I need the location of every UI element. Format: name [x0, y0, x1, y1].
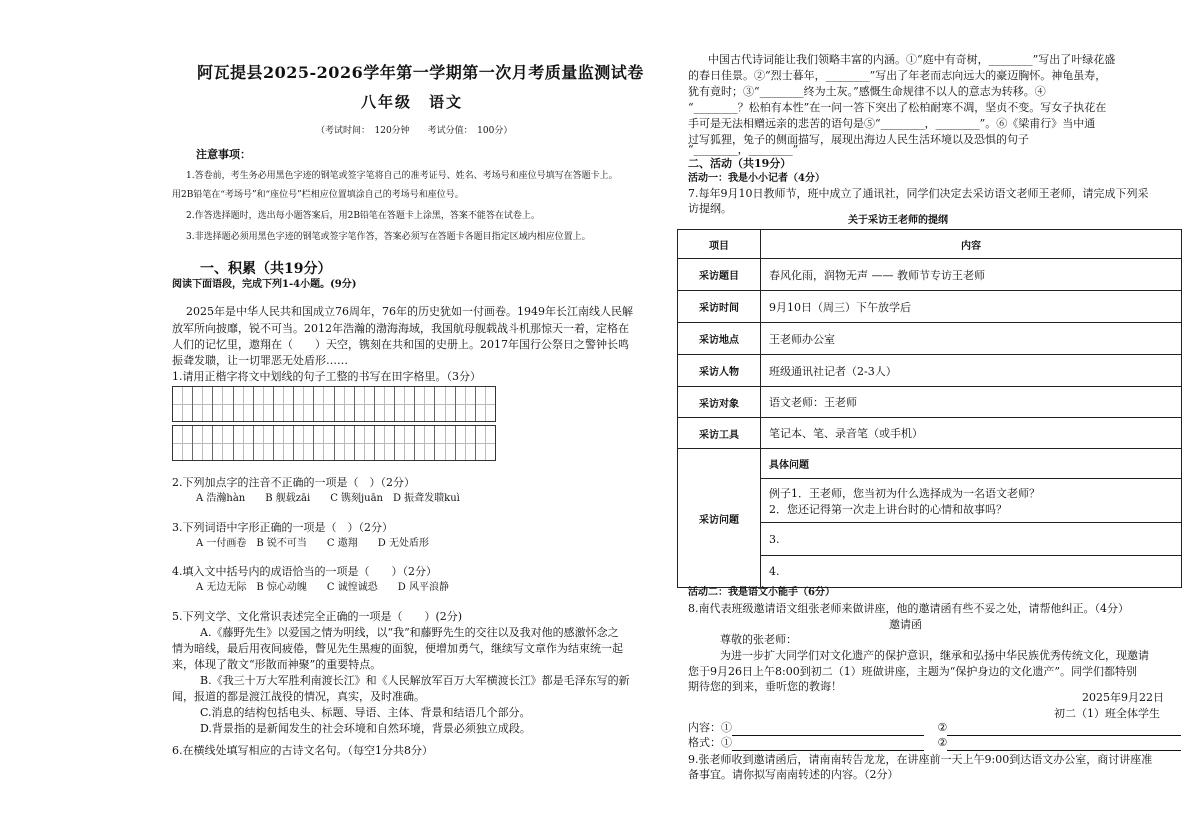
row-value-interviewer: 班级通讯社记者（2-3人）	[761, 355, 1182, 387]
question-4-options: A 无边无际 B 惊心动魄 C 诚惶诚恐 D 风平浪静	[196, 582, 449, 593]
question-7-line-1: 7.每年9月10日教师节，班中成立了通讯社，同学们决定去采访语文老师王老师，请完成下列采	[688, 187, 1149, 200]
passage-line-3: 人们的记忆里，遨翔在（ ）天空，镌刻在共和国的史册上。2017年国行公祭日之警钟长鸣	[172, 338, 629, 351]
q5-option-c: C.消息的结构包括电头、标题、导语、主体、背景和结语几个部分。	[200, 706, 531, 719]
question-blank-3[interactable]: 3.	[761, 523, 1182, 556]
writing-grid-row-2[interactable]	[172, 425, 496, 461]
section1-heading: 一、积累（共19分）	[200, 261, 332, 277]
row-value-time: 9月10日（周三）下午放学后	[761, 291, 1182, 323]
section2-heading: 二、活动（共19分）	[688, 157, 792, 170]
poem-line-4: “________？松柏有本性”在一问一答下突出了松柏耐寒不凋，坚贞不变。写女子执花在	[688, 101, 1107, 114]
poem-line-6: 过写狐狸，兔子的侧面描写，展现出海边人民生活环境以及恐惧的句子	[688, 133, 1029, 146]
row-value-tools: 笔记本、笔、录音笔（或手机）	[761, 418, 1182, 449]
section1-instruction: 阅读下面语段，完成下列1-4小题。(9分)	[172, 279, 357, 290]
question-6: 6.在横线处填写相应的古诗文名句。（每空1分共8分）	[172, 744, 433, 757]
letter-body-2: 您于9月26日上午8:00到初二（1）班做讲座，主题为“保护身边的文化遗产”。同学们都特别	[688, 665, 1137, 678]
table-header-content: 内容	[761, 230, 1182, 259]
question-2-options: A 浩瀚hàn B 舰载zāi C 镌刻juān D 振聋发聩kuì	[196, 493, 460, 504]
questions-sub-header: 具体问题	[761, 449, 1182, 479]
poem-line-7: “________，________”	[688, 143, 799, 156]
question-3-options: A 一付画卷 B 锐不可当 C 遨翔 D 无处盾形	[196, 538, 429, 549]
q5-option-a-line-1: A.《藤野先生》以爱国之情为明线，以“我”和藤野先生的交往以及我对他的感激怀念之	[200, 626, 619, 639]
q5-option-a-line-2: 情为暗线，最后用夜间疲倦，瞥见先生黑瘦的面貌，便增加勇气，继续写文章作为结束统一起	[172, 642, 623, 655]
poem-line-2: 的春日佳景。②“烈士暮年，________”写出了年老而志向远大的豪迈胸怀。神龟虽寿，	[688, 69, 1107, 82]
question-1: 1.请用正楷字将文中划线的句子工整的书写在田字格里。（3分）	[172, 370, 481, 383]
passage-line-4: 振聋发聩，让一切罪恶无处盾形……	[172, 354, 348, 367]
exam-info: （考试时间： 120分钟 考试分值： 100分）	[316, 126, 513, 136]
question-8: 8.南代表班级邀请语文组张老师来做讲座，他的邀请函有些不妥之处，请帮他纠正。（4分）	[688, 602, 1129, 615]
content-mark-2: ②	[937, 721, 948, 734]
letter-title: 邀请函	[889, 618, 922, 631]
row-label-tools: 采访工具	[678, 418, 761, 449]
row-value-place: 王老师办公室	[761, 323, 1182, 355]
row-label-questions: 采访问题	[678, 449, 761, 588]
table-title: 关于采访王老师的提纲	[848, 215, 948, 226]
letter-salutation: 尊敬的张老师：	[720, 633, 797, 646]
notice-1b: 用2B铅笔在“考场号”和“座位号”栏相应位置填涂自己的考场号和座位号。	[172, 190, 464, 200]
activity-2-heading: 活动二：我是语文小能手（6分）	[688, 587, 835, 598]
row-value-topic: 春风化雨，润物无声 —— 教师节专访王老师	[761, 259, 1182, 291]
letter-signature: 初二（1）班全体学生	[1054, 707, 1160, 720]
q5-option-b-line-1: B.《我三十万大军胜利南渡长江》和《人民解放军百万大军横渡长江》都是毛泽东写的新	[200, 674, 630, 687]
question-examples	[761, 479, 1182, 523]
activity-1-heading: 活动一：我是小小记者（4分）	[688, 173, 825, 184]
question-9-line-1: 9.张老师收到邀请函后，请南南转告龙龙，在讲座前一天上午9:00到达语文办公室，商讨讲座准	[688, 753, 1153, 766]
notice-heading: 注意事项：	[196, 148, 251, 161]
question-blank-4[interactable]: 4.	[761, 556, 1182, 588]
row-label-time: 采访时间	[678, 291, 761, 323]
notice-2: 2.作答选择题时，选出每小题答案后，用2B铅笔在答题卡上涂黑，答案不能答在试卷上。	[186, 211, 540, 221]
letter-date: 2025年9月22日	[1082, 691, 1164, 704]
exam-subtitle: 八年级 语文	[361, 93, 464, 111]
row-label-place: 采访地点	[678, 323, 761, 355]
q5-option-a-line-3: 来，体现了散文“形散而神聚”的重要特点。	[172, 658, 382, 671]
row-label-interviewer: 采访人物	[678, 355, 761, 387]
letter-body-1: 为进一步扩大同学们对文化遗产的保护意识，继承和弘扬中华民族优秀传统文化，现邀请	[720, 649, 1149, 662]
passage-line-2: 放军所向披靡，锐不可当。2012年浩瀚的渤海海域，我国航母舰载战斗机那惊天一着，定格在	[172, 322, 629, 335]
question-2: 2.下列加点字的注音不正确的一项是（ ）（2分）	[172, 476, 415, 489]
exam-title: 阿瓦提县2025-2026学年第一学期第一次月考质量监测试卷	[197, 63, 644, 82]
row-label-interviewee: 采访对象	[678, 387, 761, 418]
question-example-2: 2．您还记得第一次走上讲台时的心情和故事吗？	[769, 502, 1007, 516]
interview-outline-table	[677, 229, 1182, 588]
question-3: 3.下列词语中字形正确的一项是（ ）（2分）	[172, 521, 393, 534]
table-header-item: 项目	[678, 230, 761, 259]
format-label: 格式：①	[688, 736, 732, 749]
format-mark-2: ②	[937, 736, 948, 749]
question-5: 5.下列文学、文化常识表述完全正确的一项是（ ）(2分)	[172, 610, 463, 623]
question-9-line-2: 备事宜。请你拟写南南转述的内容。（2分）	[688, 768, 899, 781]
notice-3: 3.非选择题必须用黑色字迹的钢笔或签字笔作答，答案必须写在答题卡各题目指定区域内相应位置上。	[186, 232, 591, 242]
writing-grid-row-1[interactable]	[172, 386, 496, 422]
row-value-interviewee: 语文老师：王老师	[761, 387, 1182, 418]
poem-line-1: 中国古代诗词能让我们领略丰富的内涵。①“庭中有奇树，________”写出了叶绿花盛	[708, 53, 1116, 66]
notice-1: 1.答卷前，考生务必用黑色字迹的钢笔或签字笔将自己的准考证号、姓名、考场号和座位号填写在答题卡上。	[186, 171, 618, 181]
question-7-line-2: 访提纲。	[688, 202, 732, 215]
letter-body-3: 期待您的到来，垂听您的教诲！	[688, 680, 842, 693]
q5-option-b-line-2: 闻，报道的都是渡江战役的情况，真实，及时准确。	[172, 690, 425, 703]
question-4: 4.填入文中括号内的成语恰当的一项是（ ）（2分）	[172, 565, 437, 578]
poem-line-3: 犹有竟时；③“________终为土灰。”感慨生命规律不以人的意志为转移。④	[688, 85, 1046, 98]
row-label-topic: 采访题目	[678, 259, 761, 291]
poem-line-5: 手可是无法相赠远亲的悲苦的语句是⑤“________，________”。⑥《梁甫行》当中通	[688, 117, 1096, 130]
content-label: 内容：①	[688, 721, 732, 734]
q5-option-d: D.背景指的是新闻发生的社会环境和自然环境，背景必须独立成段。	[200, 722, 531, 735]
passage-line-1: 2025年是中华人民共和国成立76周年，76年的历史犹如一付画卷。1949年长江南线人民解	[186, 305, 633, 318]
question-example-1: 例子1．王老师，您当初为什么选择成为一名语文老师？	[769, 486, 1040, 500]
